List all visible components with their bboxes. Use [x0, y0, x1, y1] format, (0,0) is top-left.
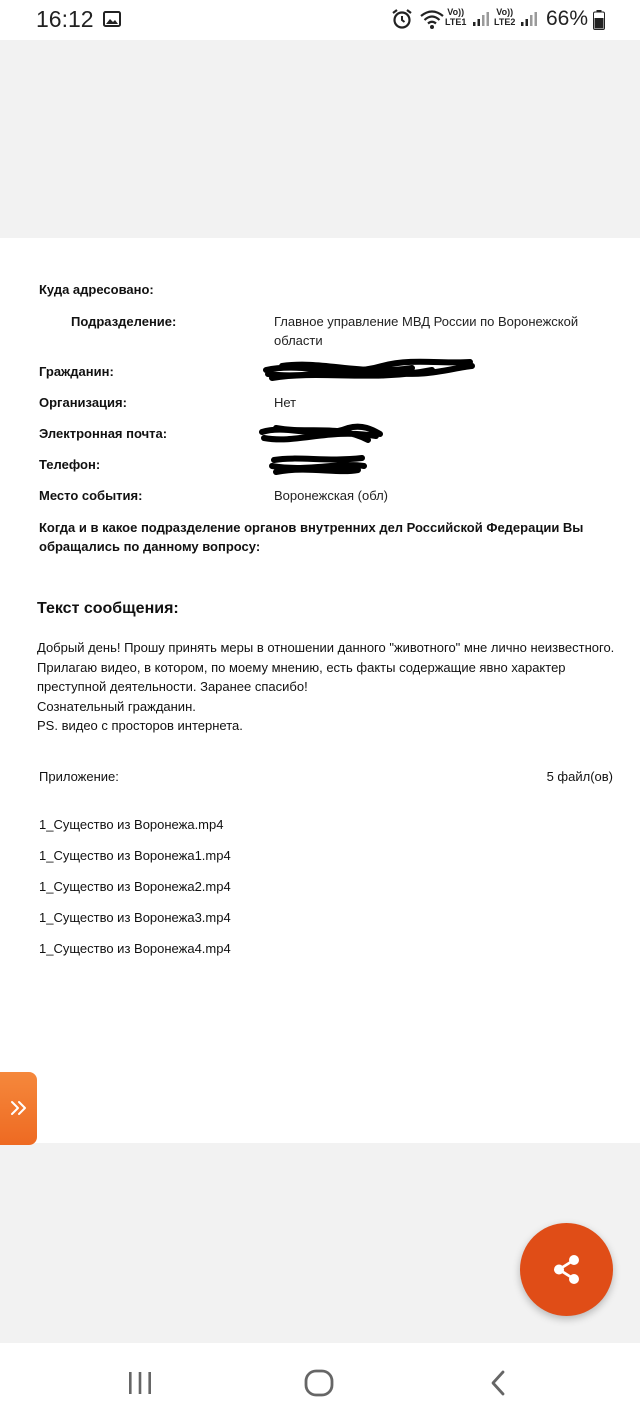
attachment-label: Приложение:	[39, 769, 119, 784]
back-icon[interactable]	[488, 1369, 508, 1397]
citizen-label: Гражданин:	[39, 364, 114, 379]
sim2-volte: Vo))	[496, 7, 514, 17]
sim1-indicator	[445, 7, 466, 27]
question-line1: Когда и в какое подразделение органов внутренних дел Российской Федерации Вы	[39, 520, 584, 535]
sim2-indicator	[494, 7, 515, 27]
attachment-file[interactable]: 1_Существо из Воронежа1.mp4	[39, 848, 231, 863]
sim1-volte: Vo))	[447, 7, 465, 17]
place-value: Воронежская (обл)	[274, 488, 389, 503]
organization-label: Организация:	[39, 395, 127, 410]
wifi-icon	[419, 8, 445, 30]
signal-icon	[520, 11, 538, 27]
home-icon[interactable]	[304, 1369, 334, 1397]
share-button[interactable]	[520, 1223, 613, 1316]
place-label: Место события:	[39, 488, 143, 503]
message-line: Добрый день! Прошу принять меры в отношении данного "животного" мне лично неизвестного.	[37, 640, 615, 655]
status-time: 16:12	[36, 6, 94, 32]
redaction-scribble	[268, 452, 368, 478]
email-label: Электронная почта:	[39, 426, 168, 441]
message-text	[37, 638, 627, 736]
division-value-line2: области	[274, 333, 323, 348]
message-line: преступной деятельности. Заранее спасибо!	[37, 679, 308, 694]
alarm-icon	[391, 8, 413, 30]
message-line: Сознательный гражданин.	[37, 698, 196, 714]
message-line: Прилагаю видео, в котором, по моему мнению, есть факты содержащие явно характер	[37, 659, 566, 675]
addressed-to-label: Куда адресовано:	[39, 282, 154, 297]
sim1-lte: LTE1	[445, 17, 467, 27]
attachment-file[interactable]: 1_Существо из Воронежа3.mp4	[39, 910, 231, 925]
division-value-line1: Главное управление МВД России по Воронежской	[274, 314, 579, 329]
signal-icon	[472, 11, 490, 27]
message-line: PS. видео с просторов интернета.	[37, 718, 243, 733]
redaction-scribble	[262, 356, 476, 386]
recent-apps-icon[interactable]	[127, 1371, 153, 1395]
attachment-file[interactable]: 1_Существо из Воронежа2.mp4	[39, 879, 231, 894]
document-sheet	[0, 238, 640, 1143]
message-title: Текст сообщения:	[37, 600, 179, 617]
side-panel-toggle[interactable]	[0, 1072, 37, 1145]
organization-value: Нет	[274, 395, 297, 410]
share-icon	[550, 1253, 583, 1286]
attachment-file[interactable]: 1_Существо из Воронежа4.mp4	[39, 941, 231, 956]
redaction-scribble	[258, 420, 384, 448]
sim2-lte: LTE2	[494, 17, 516, 27]
gallery-icon	[103, 11, 121, 27]
phone-label: Телефон:	[39, 457, 101, 472]
division-label: Подразделение:	[71, 314, 177, 329]
battery-icon	[593, 10, 605, 30]
status-bar	[0, 0, 640, 40]
attachment-count: 5 файл(ов)	[546, 769, 613, 784]
double-chevron-right-icon	[9, 1098, 29, 1118]
attachment-file[interactable]: 1_Существо из Воронежа.mp4	[39, 817, 224, 832]
battery-percent: 66%	[546, 7, 589, 30]
question-line2: обращались по данному вопросу:	[39, 539, 261, 554]
navigation-bar	[0, 1343, 640, 1423]
